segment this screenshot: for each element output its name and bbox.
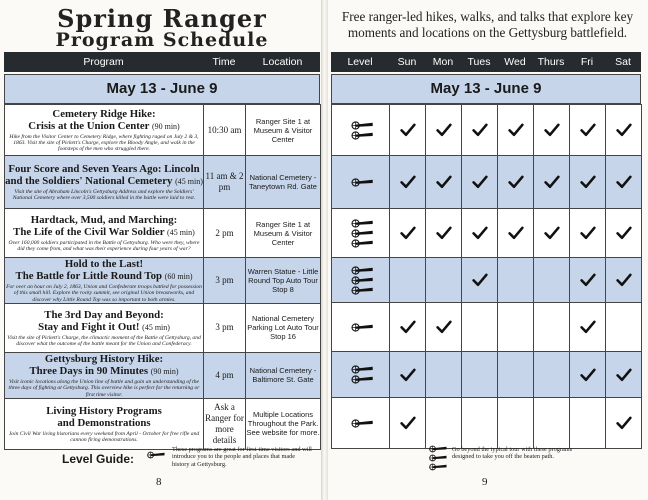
- check-icon: [534, 174, 569, 190]
- program-location: Ranger Site 1 at Museum & Visitor Center: [246, 105, 321, 156]
- check-icon: [462, 174, 497, 190]
- program-row: [5, 258, 321, 304]
- page-number-left: 8: [156, 476, 162, 488]
- day-cell-fri: [570, 156, 606, 209]
- program-description: Over 160,000 soldiers participated in the Battle of Gettysburg. Who were they, where did they come from, and what was their experience during four years of war?: [8, 239, 200, 252]
- date-band-right: May 13 - June 9: [331, 74, 641, 104]
- program-title-main: The 3rd Day and Beyond:: [44, 308, 164, 321]
- check-icon: [570, 367, 605, 383]
- day-cell-sun: [390, 352, 426, 398]
- day-cell-fri: [570, 258, 606, 303]
- check-icon: [498, 174, 533, 190]
- day-cell-thurs: [534, 209, 570, 258]
- program-description: Visit the site of Pickett's Charge, the climactic moment of the Battle of Gettysburg, and discover what the outcome of the battle meant for the Union and Confederacy.: [7, 334, 201, 347]
- day-cell-mon: [426, 303, 462, 352]
- program-title-main: Living History Programs: [46, 404, 162, 417]
- program-title: [5, 405, 203, 430]
- day-cell-mon: [426, 258, 462, 303]
- day-cell-thurs: [534, 303, 570, 352]
- day-cell-sun: [390, 105, 426, 156]
- level-cell: [332, 105, 390, 156]
- schedule-table: [331, 104, 642, 449]
- program-description: Visit the site of Abraham Lincoln's Gettysburg Address and explore the Soldiers' National Cemetery where over 3,500 soldiers killed in the battle were laid to rest.: [12, 188, 196, 201]
- check-icon: [390, 415, 425, 431]
- schedule-row: [332, 209, 642, 258]
- day-cell-fri: [570, 209, 606, 258]
- check-icon: [606, 272, 641, 288]
- program-title-main: Four Score and Seven Years Ago: Lincoln: [8, 162, 200, 175]
- program-title: [5, 108, 203, 133]
- program-row: [5, 303, 321, 352]
- day-cell-sat: [606, 352, 642, 398]
- header-day-mon: Mon: [432, 56, 454, 68]
- program-title-main: Hold to the Last!: [64, 258, 144, 270]
- program-table: [4, 104, 321, 450]
- cannon-icon: [332, 219, 389, 248]
- check-icon: [534, 225, 569, 241]
- program-row: [5, 398, 321, 449]
- program-title-main: Cemetery Ridge Hike:: [52, 107, 156, 120]
- check-icon: [534, 122, 569, 138]
- program-cell: [5, 258, 204, 304]
- program-title-main: Hardtack, Mud, and Marching:: [30, 213, 178, 226]
- check-icon: [426, 319, 461, 335]
- check-icon: [570, 319, 605, 335]
- program-cell: [5, 303, 204, 352]
- day-cell-wed: [498, 156, 534, 209]
- program-row: [5, 156, 321, 209]
- day-cell-fri: [570, 105, 606, 156]
- program-duration: (45 min): [167, 227, 195, 237]
- program-description: For over an hour on July 2, 1863, Union and Confederate troops battled for possession of this small hill. Explore the rocky summit, see original Union breastworks, and discover why Little Round Top was so important to both armies.: [6, 284, 202, 303]
- cannon-icon: [332, 266, 389, 295]
- header-location: Location: [262, 56, 303, 68]
- program-cell: [5, 398, 204, 449]
- program-duration: (90 min): [150, 366, 179, 376]
- header-day-fri: Fri: [580, 56, 594, 68]
- cannon-icon: [332, 365, 389, 384]
- header-time: Time: [212, 56, 236, 68]
- day-cell-thurs: [534, 258, 570, 303]
- day-cell-sun: [390, 258, 426, 303]
- program-description: Visit iconic locations along the Union line of battle and gain an understanding of the three days of fighting at Gettysburg. This overview hike is perfect for the returning or first time visitor.: [8, 378, 200, 398]
- program-duration: (90 min): [151, 121, 180, 131]
- day-cell-wed: [498, 209, 534, 258]
- day-cell-sun: [390, 398, 426, 449]
- day-cell-tues: [462, 352, 498, 398]
- check-icon: [390, 225, 425, 241]
- day-cell-mon: [426, 105, 462, 156]
- book-gutter: [321, 0, 328, 500]
- day-cell-mon: [426, 352, 462, 398]
- program-title: [5, 214, 203, 239]
- left-header-bar: [4, 52, 320, 72]
- program-time: 11 am & 2 pm: [204, 156, 246, 209]
- program-title-main: Gettysburg History Hike:: [44, 352, 164, 365]
- check-icon: [498, 122, 533, 138]
- program-time: 4 pm: [204, 352, 246, 398]
- level-guide-text-2: Go beyond the typical tour with these programs designed to take you off the beaten path.: [452, 446, 573, 461]
- page-subtitle: Program Schedule: [55, 29, 269, 51]
- header-day-sun: Sun: [397, 56, 417, 68]
- program-duration: (60 min): [164, 272, 193, 281]
- program-location: Multiple Locations Throughout the Park. See website for more.: [246, 398, 321, 449]
- program-title: [5, 309, 203, 334]
- day-cell-sat: [606, 209, 642, 258]
- schedule-row: [332, 398, 642, 449]
- cannon-icon: [332, 323, 389, 332]
- day-cell-mon: [426, 156, 462, 209]
- program-description: Join Civil War living historians every weekend from April - October for free rifle and cannon firing demonstrations.: [8, 430, 200, 443]
- program-location: National Cemetery Parking Lot Auto Tour Stop 16: [246, 303, 321, 352]
- program-duration: (45 min): [142, 322, 170, 332]
- schedule-row: [332, 156, 642, 209]
- check-icon: [390, 367, 425, 383]
- day-cell-tues: [462, 258, 498, 303]
- cannon-icon: [332, 178, 389, 187]
- check-icon: [606, 415, 641, 431]
- page-number-right: 9: [482, 476, 488, 488]
- check-icon: [570, 272, 605, 288]
- program-row: [5, 105, 321, 156]
- level-cell: [332, 156, 390, 209]
- level-guide-icon-2: [426, 445, 448, 471]
- header-day-tues: Tues: [467, 56, 491, 68]
- tagline: Free ranger-led hikes, walks, and talks that explore key moments and locations on the Gettysburg battlefield.: [341, 9, 634, 40]
- check-icon: [498, 225, 533, 241]
- cannon-icon: [332, 121, 389, 140]
- program-title: [5, 258, 203, 283]
- day-cell-fri: [570, 303, 606, 352]
- program-cell: [5, 209, 204, 258]
- day-cell-fri: [570, 352, 606, 398]
- program-title-sub: Three Days in 90 Minutes: [29, 364, 149, 377]
- schedule-row: [332, 105, 642, 156]
- day-cell-thurs: [534, 105, 570, 156]
- page-title: Spring Ranger: [57, 4, 267, 33]
- day-cell-tues: [462, 398, 498, 449]
- header-day-thurs: Thurs: [537, 56, 565, 68]
- check-icon: [390, 122, 425, 138]
- program-cell: [5, 156, 204, 209]
- day-cell-sat: [606, 105, 642, 156]
- day-cell-tues: [462, 156, 498, 209]
- day-cell-sat: [606, 258, 642, 303]
- level-cell: [332, 209, 390, 258]
- day-cell-wed: [498, 303, 534, 352]
- level-cell: [332, 398, 390, 449]
- program-cell: [5, 105, 204, 156]
- program-location: Ranger Site 1 at Museum & Visitor Center: [246, 209, 321, 258]
- check-icon: [390, 319, 425, 335]
- date-band-left: May 13 - June 9: [4, 74, 320, 104]
- check-icon: [570, 174, 605, 190]
- program-row: [5, 209, 321, 258]
- program-title-sub: The Life of the Civil War Soldier: [13, 225, 165, 238]
- day-cell-sat: [606, 303, 642, 352]
- program-location: National Cemetery - Taneytown Rd. Gate: [246, 156, 321, 209]
- check-icon: [462, 225, 497, 241]
- header-day-wed: Wed: [504, 56, 526, 68]
- program-row: [5, 352, 321, 398]
- day-cell-sun: [390, 303, 426, 352]
- program-time: 2 pm: [204, 209, 246, 258]
- program-time: 3 pm: [204, 258, 246, 304]
- program-description: Hike from the Visitor Center to Cemetery Ridge, where fighting raged on July 2 & 3, 1863. Visit the site of Pickett's Charge, explore the Bloody Angle, and walk in the footsteps of the men who struggled there.: [9, 133, 199, 153]
- check-icon: [462, 122, 497, 138]
- day-cell-thurs: [534, 156, 570, 209]
- day-cell-sat: [606, 398, 642, 449]
- check-icon: [606, 367, 641, 383]
- day-cell-thurs: [534, 398, 570, 449]
- program-time: Ask a Ranger for more details: [204, 398, 246, 449]
- schedule-row: [332, 258, 642, 303]
- day-cell-wed: [498, 105, 534, 156]
- level-cell: [332, 258, 390, 303]
- header-level: Level: [347, 56, 373, 68]
- program-title-sub: The Battle for Little Round Top: [15, 270, 162, 282]
- level-cell: [332, 303, 390, 352]
- header-program: Program: [83, 56, 124, 68]
- schedule-row: [332, 303, 642, 352]
- day-cell-wed: [498, 258, 534, 303]
- day-cell-tues: [462, 303, 498, 352]
- day-cell-wed: [498, 398, 534, 449]
- level-cell: [332, 352, 390, 398]
- check-icon: [606, 122, 641, 138]
- level-guide-text-1: These programs are great for first-time visitors and will introduce you to the people and places that made history at Gettysburg.: [172, 446, 312, 468]
- check-icon: [426, 122, 461, 138]
- cannon-icon: [332, 419, 389, 428]
- day-cell-wed: [498, 352, 534, 398]
- day-cell-sun: [390, 209, 426, 258]
- program-title: [5, 353, 203, 378]
- program-cell: [5, 352, 204, 398]
- day-cell-mon: [426, 209, 462, 258]
- program-title: [5, 163, 203, 188]
- check-icon: [570, 225, 605, 241]
- program-location: Warren Statue - Little Round Top Auto Tour Stop 8: [246, 258, 321, 304]
- program-time: 10:30 am: [204, 105, 246, 156]
- program-title-sub: Crisis at the Union Center: [28, 119, 150, 132]
- program-time: 3 pm: [204, 303, 246, 352]
- level-guide-label: Level Guide:: [62, 452, 135, 466]
- program-title-sub: Stay and Fight it Out!: [38, 320, 140, 333]
- check-icon: [462, 272, 497, 288]
- day-cell-thurs: [534, 352, 570, 398]
- program-location: National Cemetery - Baltimore St. Gate: [246, 352, 321, 398]
- schedule-row: [332, 352, 642, 398]
- check-icon: [390, 174, 425, 190]
- day-cell-sun: [390, 156, 426, 209]
- program-title-sub: and Demonstrations: [57, 416, 151, 429]
- level-guide-icon-1: [144, 451, 166, 459]
- header-day-sat: Sat: [615, 56, 631, 68]
- right-header-bar: [331, 52, 641, 72]
- day-cell-fri: [570, 398, 606, 449]
- day-cell-mon: [426, 398, 462, 449]
- day-cell-tues: [462, 105, 498, 156]
- program-duration: (45 min): [175, 176, 203, 186]
- check-icon: [426, 174, 461, 190]
- day-cell-sat: [606, 156, 642, 209]
- program-title-sub: and the Soldiers' National Cemetery: [5, 174, 173, 187]
- check-icon: [606, 174, 641, 190]
- day-cell-tues: [462, 209, 498, 258]
- check-icon: [606, 225, 641, 241]
- check-icon: [570, 122, 605, 138]
- check-icon: [426, 225, 461, 241]
